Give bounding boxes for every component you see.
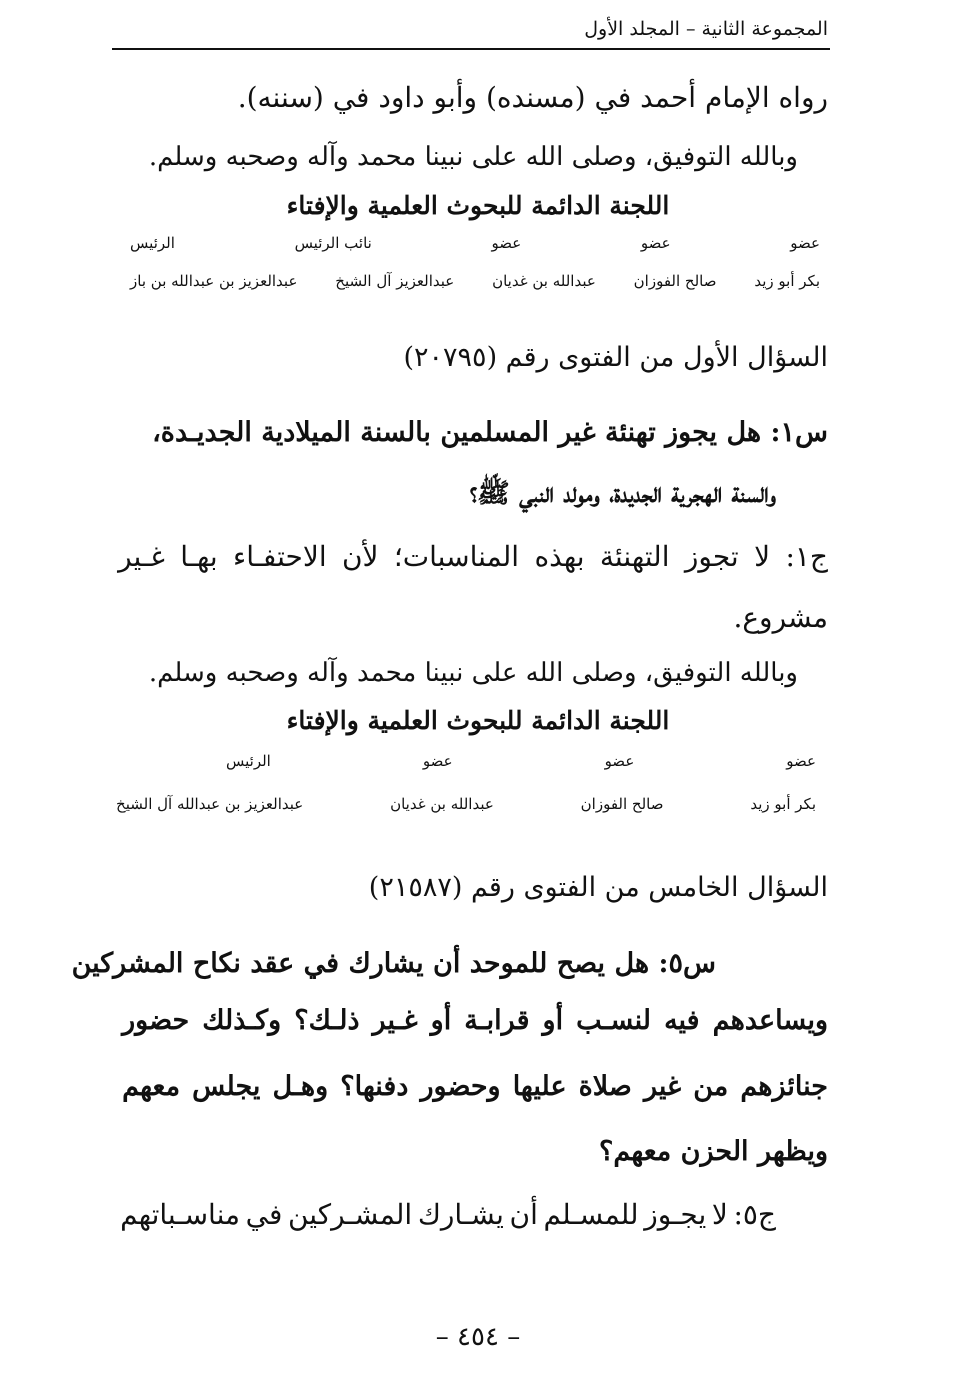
narration-line: رواه الإمام أحمد في (مسنده) وأبو داود في (سننه).: [237, 81, 828, 114]
signatory-name: بكر أبو زيد: [750, 795, 816, 813]
signatory-name: عبدالله بن غديان: [390, 795, 494, 813]
question-line: س٥: هل يصح للموحد أن يشارك في عقد نكاح المشركين: [71, 948, 716, 979]
question-line: ويساعدهم فيه لنسـب أو قرابـة أو غـير ذلـك؟ وكـذلك حضور: [122, 1005, 828, 1036]
committee-title: اللجنة الدائمة للبحوث العلمية والإفتاء: [286, 706, 670, 735]
signatory-roles: [130, 234, 820, 252]
committee-title: اللجنة الدائمة للبحوث العلمية والإفتاء: [286, 191, 670, 220]
role: عضو: [604, 752, 635, 770]
page-number: – ٤٥٤ –: [435, 1322, 521, 1352]
answer-line: ج١: لا تجوز التهنئة بهذه المناسبات؛ لأن الاحتفـاء بهـا غـير: [118, 540, 828, 573]
role: عضو: [786, 752, 816, 770]
signatory-name: عبدالعزيز آل الشيخ: [335, 272, 455, 290]
closing-line: وبالله التوفيق، وصلى الله على نبينا محمد وآله وصحبه وسلم.: [148, 142, 798, 172]
answer-line: ج٥: لا يجـوز للمسـلم أن يشـارك المشـركين في مناسـباتهم: [120, 1198, 776, 1231]
question-line: س١: هل يجوز تهنئة غير المسلمين بالسنة الميلادية الجديـدة،: [152, 417, 828, 448]
question-line: والسنة الهجرية الجديدة، ومولد النبي ﷺ؟: [469, 478, 776, 509]
answer-line: مشروع.: [733, 601, 828, 634]
signatory-name: صالح الفوزان: [633, 272, 717, 290]
role: الرئيس: [130, 234, 175, 252]
signatory-names: [116, 795, 816, 813]
signatory-roles: [226, 752, 816, 770]
signatory-name: صالح الفوزان: [580, 795, 664, 813]
signatory-name: عبدالله بن غديان: [492, 272, 596, 290]
closing-line: وبالله التوفيق، وصلى الله على نبينا محمد وآله وصحبه وسلم.: [148, 658, 798, 688]
fatwa-heading: السؤال الأول من الفتوى رقم (٢٠٧٩٥): [403, 342, 828, 373]
role: الرئيس: [226, 752, 271, 770]
role: نائب الرئيس: [294, 234, 372, 252]
question-line: جنائزهم من غير صلاة عليها وحضور دفنها؟ وهـل يجلس معهم: [122, 1071, 828, 1102]
signatory-names: [130, 272, 820, 290]
role: عضو: [491, 234, 522, 252]
signatory-name: عبدالعزيز بن عبدالله آل الشيخ: [116, 795, 304, 813]
header-divider: [112, 48, 830, 50]
signatory-name: عبدالعزيز بن عبدالله بن باز: [130, 272, 298, 290]
role: عضو: [422, 752, 453, 770]
question-line: ويظهر الحزن معهم؟: [599, 1136, 828, 1167]
signatory-name: بكر أبو زيد: [754, 272, 820, 290]
role: عضو: [640, 234, 671, 252]
running-header: المجموعة الثانية – المجلد الأول: [584, 18, 828, 40]
fatwa-heading: السؤال الخامس من الفتوى رقم (٢١٥٨٧): [368, 872, 828, 903]
role: عضو: [790, 234, 820, 252]
